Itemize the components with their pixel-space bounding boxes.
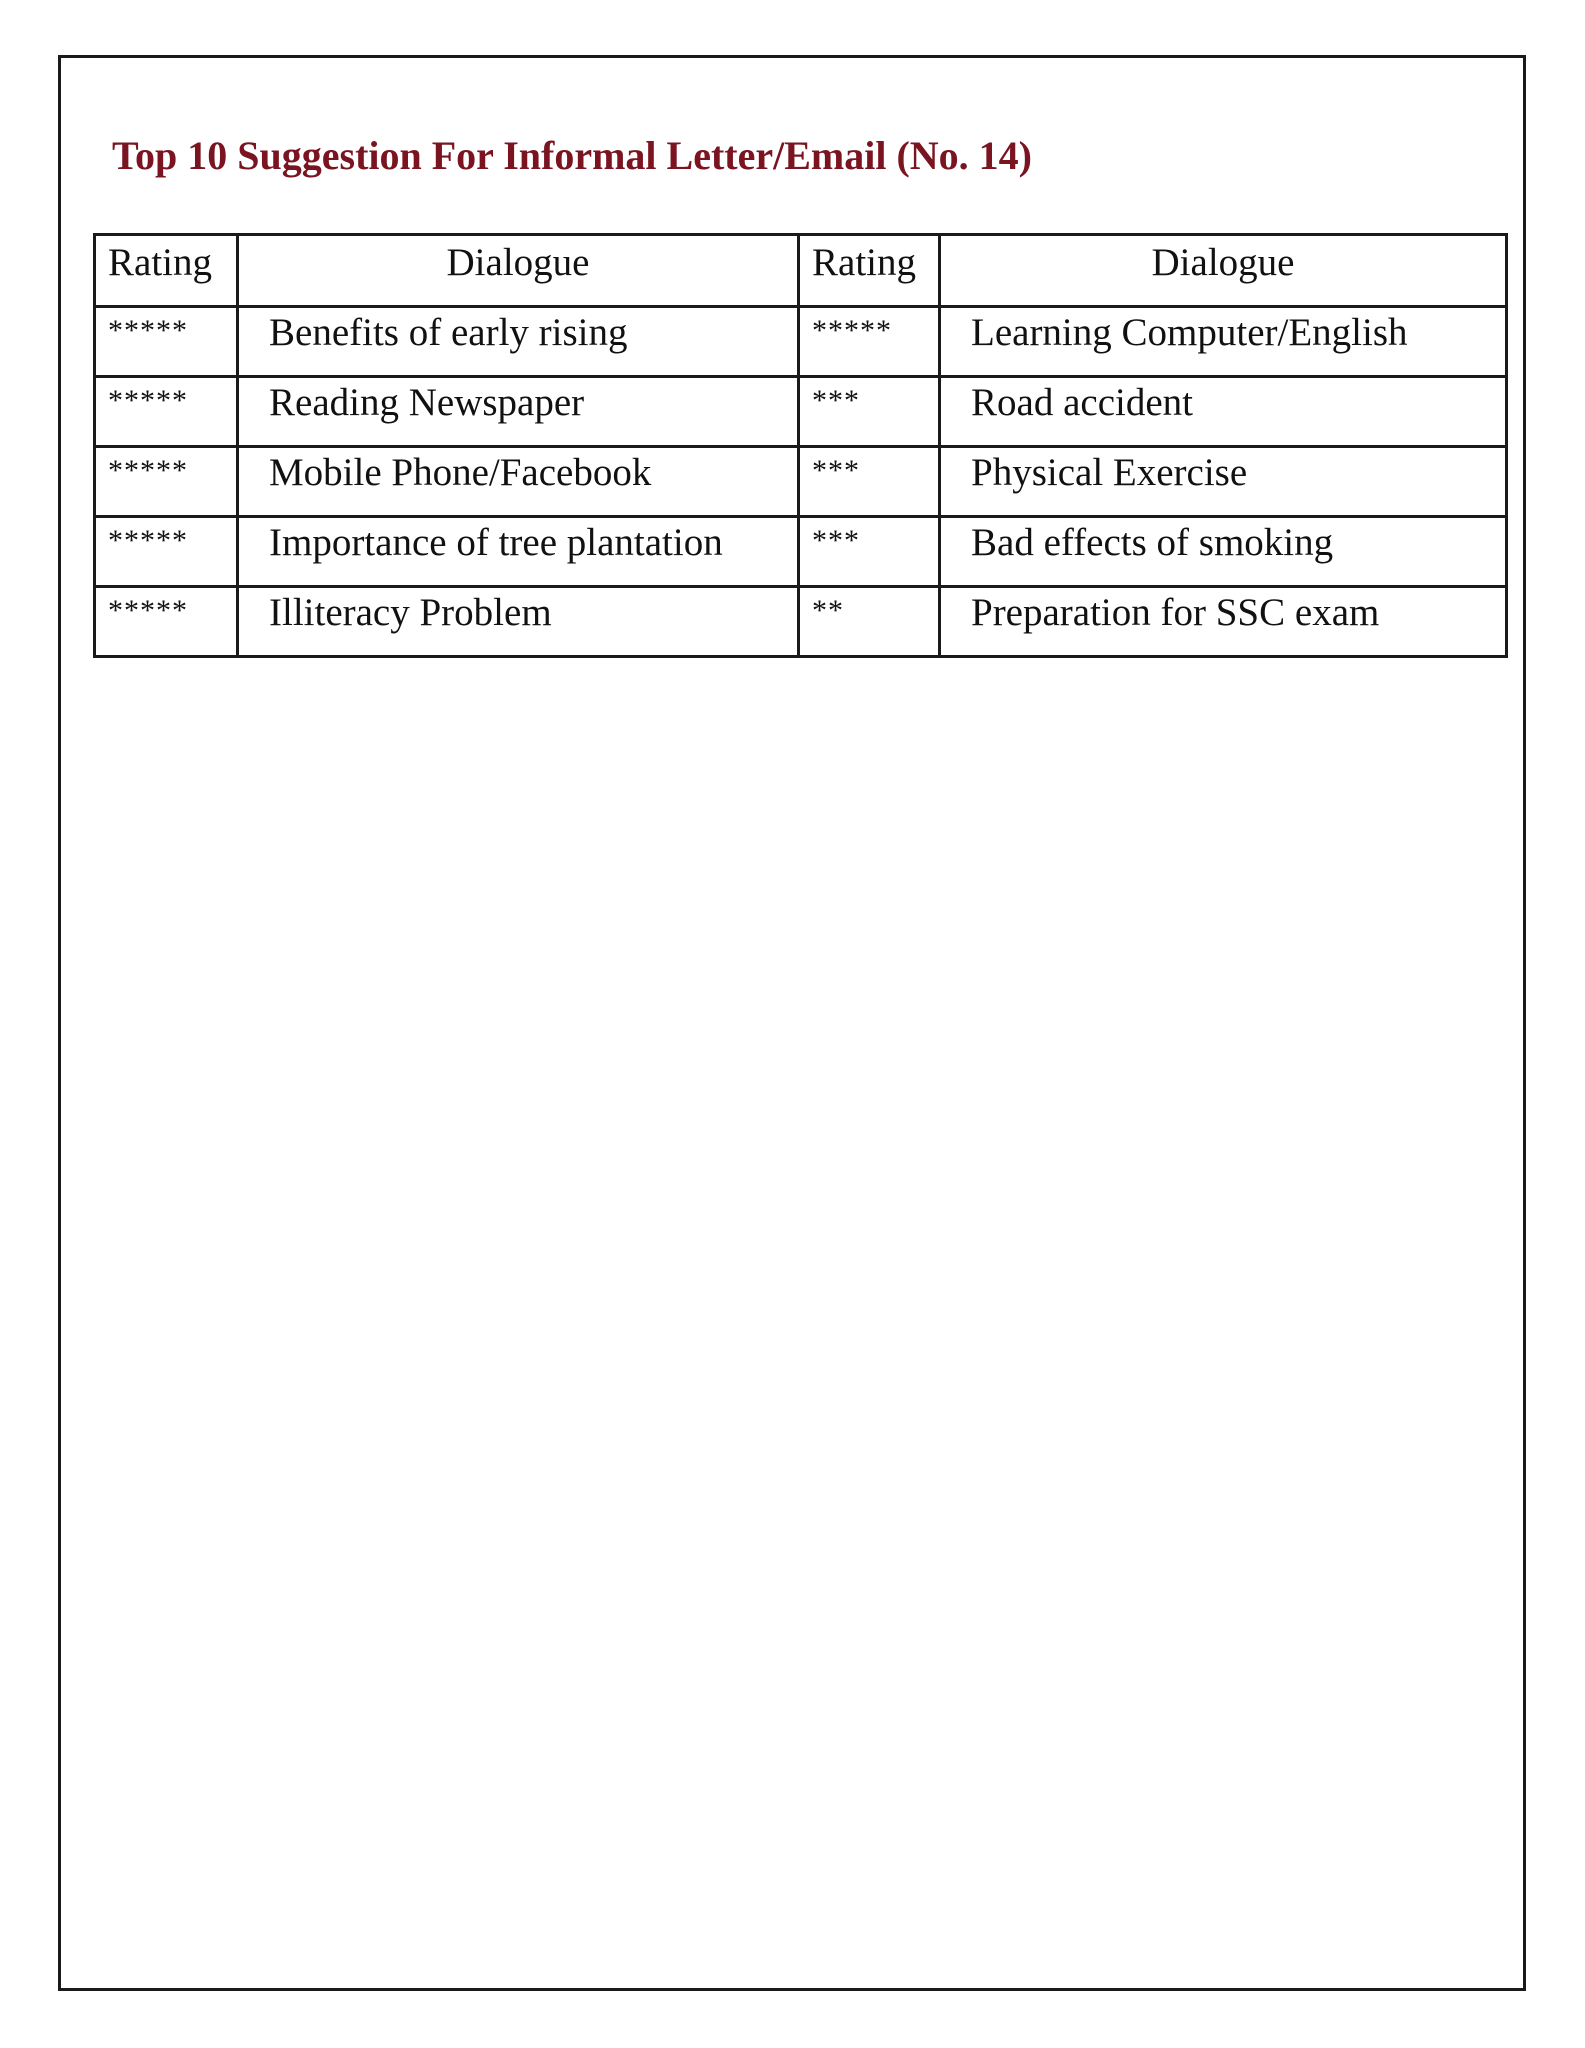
- table-row: [95, 517, 1507, 587]
- topic-right: Bad effects of smoking: [940, 517, 1507, 587]
- rating-left: *****: [95, 377, 238, 447]
- table-header-row: [95, 235, 1507, 307]
- rating-right: ***: [799, 377, 940, 447]
- topic-left: Reading Newspaper: [238, 377, 799, 447]
- rating-right: ***: [799, 517, 940, 587]
- header-rating-right: Rating: [799, 235, 940, 307]
- rating-right: ***: [799, 447, 940, 517]
- rating-left: *****: [95, 307, 238, 377]
- table-row: [95, 587, 1507, 657]
- topic-left: Mobile Phone/Facebook: [238, 447, 799, 517]
- table-row: [95, 447, 1507, 517]
- rating-left: *****: [95, 447, 238, 517]
- rating-left: *****: [95, 517, 238, 587]
- rating-right: **: [799, 587, 940, 657]
- rating-right: *****: [799, 307, 940, 377]
- rating-left: *****: [95, 587, 238, 657]
- header-dialogue-left: Dialogue: [238, 235, 799, 307]
- page-title: Top 10 Suggestion For Informal Letter/Email (No. 14): [112, 133, 1032, 178]
- topic-left: Benefits of early rising: [238, 307, 799, 377]
- header-dialogue-right: Dialogue: [940, 235, 1507, 307]
- topic-right: Physical Exercise: [940, 447, 1507, 517]
- header-rating-left: Rating: [95, 235, 238, 307]
- table-row: [95, 307, 1507, 377]
- topic-right: Learning Computer/English: [940, 307, 1507, 377]
- suggestion-table: [93, 233, 1508, 658]
- table-row: [95, 377, 1507, 447]
- topic-right: Preparation for SSC exam: [940, 587, 1507, 657]
- topic-left: Importance of tree plantation: [238, 517, 799, 587]
- topic-left: Illiteracy Problem: [238, 587, 799, 657]
- topic-right: Road accident: [940, 377, 1507, 447]
